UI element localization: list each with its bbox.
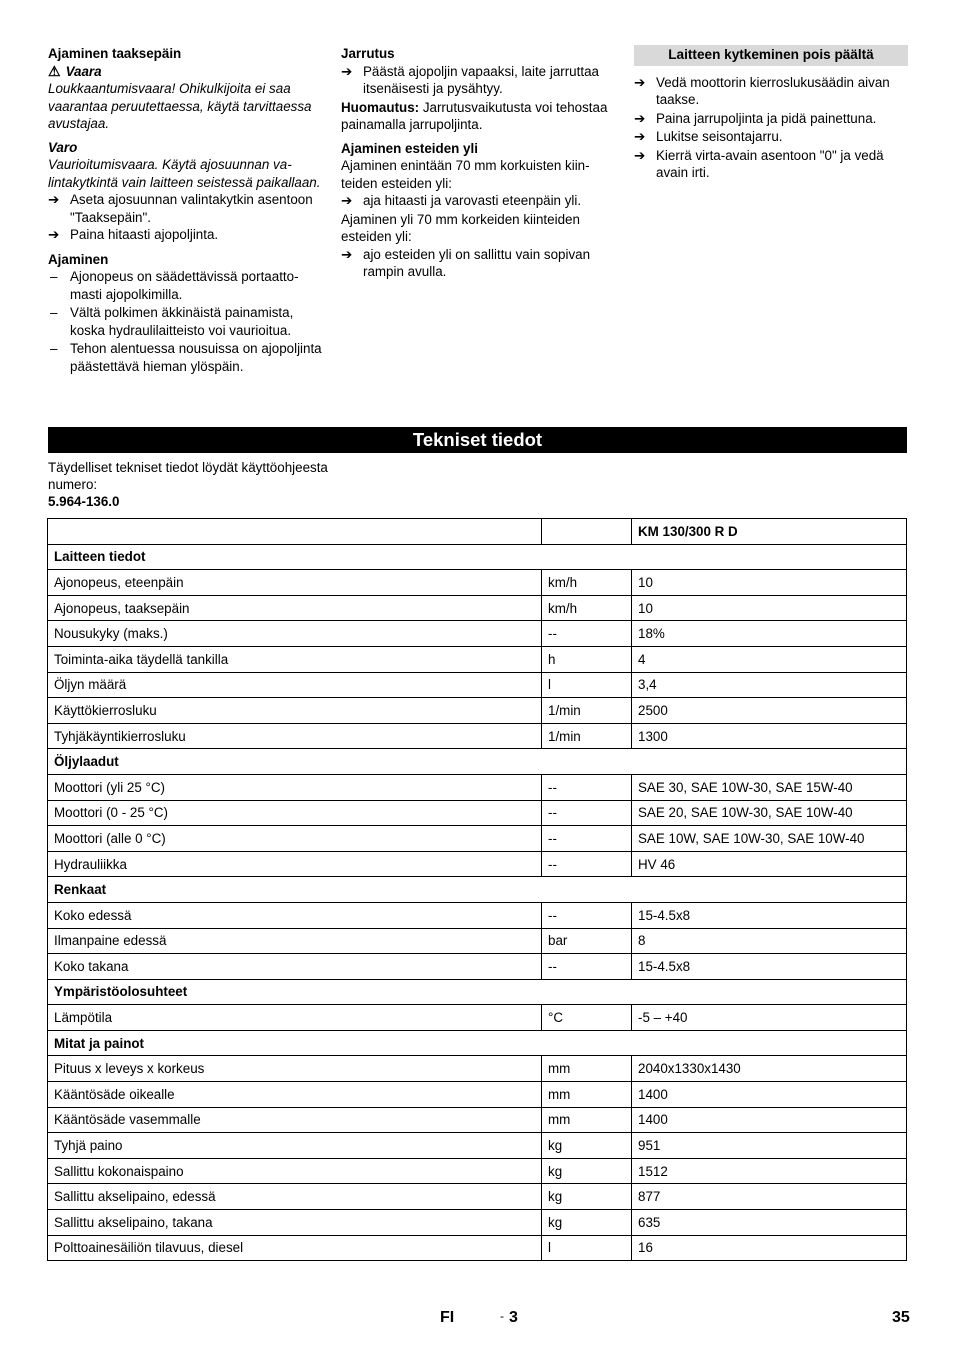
list-item: ➔ Aseta ajosuunnan valintakytkin asentoon "Taaksepäin". [48, 192, 313, 225]
value-cell: SAE 30, SAE 10W-30, SAE 15W-40 [632, 774, 907, 800]
table-header-row [48, 519, 907, 545]
footer-section-page: 3 [509, 1309, 518, 1326]
table-row [48, 1235, 907, 1261]
table-row [48, 851, 907, 877]
label-cell: Hydrauliikka [48, 851, 542, 877]
group-title: Renkaat [48, 877, 907, 903]
value-cell: 1512 [632, 1158, 907, 1184]
caution-title: Varo [48, 139, 78, 155]
header-empty-cell [48, 519, 542, 545]
label-cell: Lämpötila [48, 1005, 542, 1031]
table-row [48, 1082, 907, 1108]
note-label: Huomautus: [341, 99, 420, 115]
value-cell: 4 [632, 646, 907, 672]
table-row [48, 1056, 907, 1082]
label-cell: Toiminta-aika täydellä tankilla [48, 646, 542, 672]
arrow-icon: ➔ [634, 129, 646, 144]
unit-cell: -- [542, 851, 632, 877]
unit-cell: -- [542, 902, 632, 928]
label-cell: Ajonopeus, eteenpäin [48, 570, 542, 596]
obstacles-high-text: Ajaminen yli 70 mm korkeiden kiinteiden esteiden yli: [341, 211, 580, 244]
list-item: – Tehon alentuessa nousuissa on ajopoljinta päästettävä hieman ylöspäin. [50, 341, 322, 374]
table-row [48, 621, 907, 647]
list-item: – Vältä polkimen äkkinäistä painamista, koska hydraulilaitteisto voi vaurioitua. [50, 305, 294, 338]
unit-cell: 1/min [542, 723, 632, 749]
table-row [48, 774, 907, 800]
unit-cell: km/h [542, 570, 632, 596]
unit-cell: kg [542, 1210, 632, 1236]
obstacles-title: Ajaminen esteiden yli [341, 140, 478, 156]
model-header: KM 130/300 R D [632, 519, 907, 545]
table-row [48, 646, 907, 672]
list-item: ➔ ajo esteiden yli on sallittu vain sopivan rampin avulla. [341, 246, 591, 279]
unit-cell: kg [542, 1133, 632, 1159]
unit-cell: l [542, 1235, 632, 1261]
label-cell: Moottori (0 - 25 °C) [48, 800, 542, 826]
dash-icon: – [50, 305, 58, 320]
table-row [48, 1107, 907, 1133]
label-cell: Sallittu akselipaino, edessä [48, 1184, 542, 1210]
obstacles-low-text: Ajaminen enintään 70 mm korkuisten kiinteiden esteiden yli: [341, 158, 590, 191]
value-cell: 2500 [632, 698, 907, 724]
unit-cell: -- [542, 774, 632, 800]
label-cell: Sallittu kokonaispaino [48, 1158, 542, 1184]
label-cell: Pituus x leveys x korkeus [48, 1056, 542, 1082]
danger-heading [48, 63, 323, 81]
label-cell: Tyhjä paino [48, 1133, 542, 1159]
table-row [48, 928, 907, 954]
unit-cell: l [542, 672, 632, 698]
value-cell: 877 [632, 1184, 907, 1210]
table-row [48, 954, 907, 980]
value-cell: 3,4 [632, 672, 907, 698]
column-3 [634, 45, 908, 182]
table-group-row [48, 979, 907, 1005]
unit-cell: -- [542, 826, 632, 852]
arrow-icon: ➔ [634, 147, 646, 163]
unit-cell: 1/min [542, 698, 632, 724]
value-cell: 18% [632, 621, 907, 647]
unit-cell: mm [542, 1056, 632, 1082]
unit-cell: °C [542, 1005, 632, 1031]
label-cell: Ajonopeus, taaksepäin [48, 595, 542, 621]
warning-icon: ⚠ [48, 62, 61, 79]
value-cell: SAE 20, SAE 10W-30, SAE 10W-40 [632, 800, 907, 826]
value-cell: 8 [632, 928, 907, 954]
list-item: ➔ Päästä ajopoljin vapaaksi, laite jarruttaa itsenäisesti ja pysähtyy. [341, 63, 599, 96]
section-title: Tekniset tiedot [48, 427, 907, 453]
value-cell: 1300 [632, 723, 907, 749]
value-cell: 15-4.5x8 [632, 954, 907, 980]
reverse-title: Ajaminen taaksepäin [48, 46, 182, 61]
dash-icon: – [50, 341, 58, 356]
intro-number: 5.964-136.0 [48, 494, 120, 509]
intro [48, 459, 328, 510]
spec-table-body [48, 519, 907, 1261]
table-row [48, 826, 907, 852]
switch-off-title: Laitteen kytkeminen pois päältä [634, 45, 908, 66]
value-cell: 1400 [632, 1082, 907, 1108]
value-cell: 2040x1330x1430 [632, 1056, 907, 1082]
unit-cell: h [542, 646, 632, 672]
value-cell: 635 [632, 1210, 907, 1236]
group-title: Mitat ja painot [48, 1030, 907, 1056]
unit-cell: mm [542, 1107, 632, 1133]
unit-cell: -- [542, 621, 632, 647]
value-cell: 15-4.5x8 [632, 902, 907, 928]
table-row [48, 1005, 907, 1031]
arrow-icon: ➔ [341, 63, 353, 79]
table-row [48, 800, 907, 826]
column-2 [341, 45, 613, 281]
table-group-row [48, 749, 907, 775]
table-row [48, 1210, 907, 1236]
unit-cell: km/h [542, 595, 632, 621]
label-cell: Koko edessä [48, 902, 542, 928]
table-row [48, 902, 907, 928]
value-cell: 10 [632, 595, 907, 621]
arrow-icon: ➔ [341, 246, 353, 262]
arrow-icon: ➔ [634, 74, 646, 90]
table-row [48, 1133, 907, 1159]
unit-cell: kg [542, 1184, 632, 1210]
table-group-row [48, 1030, 907, 1056]
label-cell: Ilmanpaine edessä [48, 928, 542, 954]
label-cell: Sallittu akselipaino, takana [48, 1210, 542, 1236]
danger-text: Loukkaantumisvaara! Ohikulkijoita ei saa vaarantaa peruutettaessa, käytä tarvittaessa avustajaa. [48, 81, 312, 131]
value-cell: 16 [632, 1235, 907, 1261]
table-row [48, 1184, 907, 1210]
arrow-icon: ➔ [634, 110, 646, 126]
value-cell: SAE 10W, SAE 10W-30, SAE 10W-40 [632, 826, 907, 852]
label-cell: Öljyn määrä [48, 672, 542, 698]
caution-text: Vaurioitumisvaara. Käytä ajosuunnan valintakytkintä vain laitteen seistessä paikallaan. [48, 157, 321, 190]
table-row [48, 698, 907, 724]
value-cell: 951 [632, 1133, 907, 1159]
list-item: ➔ Lukitse seisontajarru. [634, 129, 783, 144]
table-group-row [48, 544, 907, 570]
unit-cell: mm [542, 1082, 632, 1108]
list-item: ➔ Kierrä virta-avain asentoon "0" ja vedä avain irti. [634, 147, 884, 180]
table-row [48, 595, 907, 621]
danger-title: Vaara [65, 63, 102, 79]
label-cell: Käyttökierrosluku [48, 698, 542, 724]
group-title: Ympäristöolosuhteet [48, 979, 907, 1005]
label-cell: Tyhjäkäyntikierrosluku [48, 723, 542, 749]
header-empty-cell [542, 519, 632, 545]
value-cell: 1400 [632, 1107, 907, 1133]
label-cell: Koko takana [48, 954, 542, 980]
footer-language: FI [440, 1309, 455, 1326]
note-text: Jarrutusvaikutusta voi tehostaa painamalla jarrupoljinta. [341, 99, 608, 132]
list-item: – Ajonopeus on säädettävissä portaattomasti ajopolkimilla. [50, 269, 299, 302]
arrow-icon: ➔ [48, 192, 60, 207]
group-title: Öljylaadut [48, 749, 907, 775]
value-cell: HV 46 [632, 851, 907, 877]
arrow-icon: ➔ [341, 193, 353, 208]
table-row [48, 570, 907, 596]
value-cell: -5 – +40 [632, 1005, 907, 1031]
table-row [48, 1158, 907, 1184]
driving-title: Ajaminen [48, 251, 109, 267]
value-cell: 10 [632, 570, 907, 596]
list-item: ➔ aja hitaasti ja varovasti eteenpäin yli. [341, 193, 582, 208]
label-cell: Nousukyky (maks.) [48, 621, 542, 647]
note [341, 99, 613, 134]
unit-cell: kg [542, 1158, 632, 1184]
table-row [48, 672, 907, 698]
unit-cell: bar [542, 928, 632, 954]
table-row [48, 723, 907, 749]
list-item: ➔ Paina hitaasti ajopoljinta. [48, 227, 219, 242]
list-item: ➔ Paina jarrupoljinta ja pidä painettuna. [634, 110, 877, 126]
label-cell: Moottori (yli 25 °C) [48, 774, 542, 800]
footer-page-number: 35 [892, 1309, 910, 1326]
label-cell: Kääntösäde oikealle [48, 1082, 542, 1108]
footer-separator: - [500, 1309, 504, 1323]
unit-cell: -- [542, 954, 632, 980]
brake-title: Jarrutus [341, 46, 395, 61]
label-cell: Polttoainesäiliön tilavuus, diesel [48, 1235, 542, 1261]
spec-table [47, 518, 907, 1261]
intro-text: Täydelliset tekniset tiedot löydät käyttöohjeesta numero: [48, 460, 328, 492]
column-1 [48, 45, 323, 375]
table-group-row [48, 877, 907, 903]
arrow-icon: ➔ [48, 227, 60, 242]
label-cell: Moottori (alle 0 °C) [48, 826, 542, 852]
list-item: ➔ Vedä moottorin kierroslukusäädin aivan taakse. [634, 74, 890, 107]
label-cell: Kääntösäde vasemmalle [48, 1107, 542, 1133]
group-title: Laitteen tiedot [48, 544, 907, 570]
dash-icon: – [50, 269, 58, 284]
unit-cell: -- [542, 800, 632, 826]
